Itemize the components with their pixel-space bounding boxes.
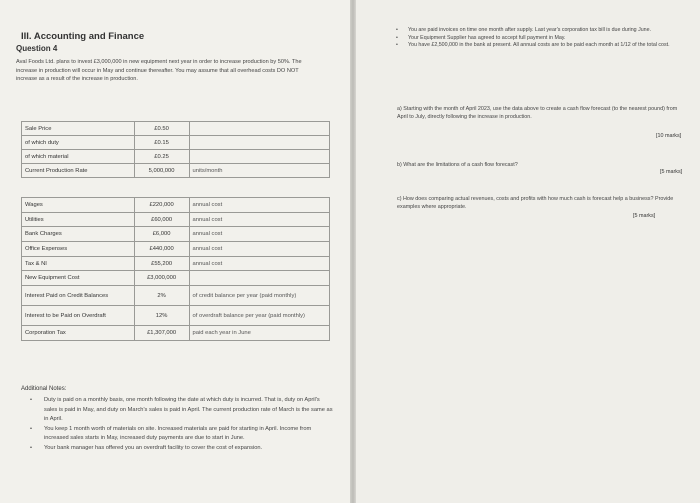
- row-note: annual cost: [189, 256, 329, 271]
- table-row: [22, 164, 330, 178]
- row-value: £220,000: [134, 198, 189, 213]
- table-row: [22, 271, 330, 286]
- row-value: 5,000,000: [134, 164, 189, 178]
- row-label: Sale Price: [22, 122, 135, 136]
- list-item: • You are paid invoices on time one month after supply. Last year's corporation tax bill is due during June.: [396, 27, 686, 35]
- list-item: • You keep 1 month worth of materials on site. Increased materials are paid for starting in April. Income from increased sales starts in May, increased duty payments are due to start in June.: [28, 425, 333, 444]
- right-page: [354, 0, 700, 503]
- question-a-marks: [10 marks]: [656, 133, 682, 139]
- question-intro: Aval Foods Ltd. plans to invest £3,000,000 in new equipment next year in order to increase production by 50%. The increase in production will occur in May and continue thereafter. You may assume that all overhead costs DO NOT increase as a result of the increase in production.: [16, 59, 302, 83]
- question-b-text: What are the limitations of a cash flow forecast?: [403, 162, 518, 168]
- row-label: of which duty: [22, 136, 135, 150]
- row-note: annual cost: [189, 227, 329, 242]
- section-title: III. Accounting and Finance: [21, 31, 145, 42]
- row-value: £0.25: [134, 150, 189, 164]
- list-item: • You have £2,500,000 in the bank at present. All annual costs are to be paid each month at 1/12 of the total cost.: [396, 42, 686, 50]
- row-label: New Equipment Cost: [22, 271, 135, 286]
- row-note: annual cost: [189, 242, 329, 257]
- row-note: annual cost: [189, 212, 329, 227]
- list-item: • Your bank manager has offered you an overdraft facility to cover the cost of expansion.: [28, 444, 333, 454]
- question-a: [397, 106, 687, 122]
- row-note: annual cost: [189, 198, 329, 213]
- row-note: paid each year in June: [189, 326, 329, 341]
- row-value: £0.15: [134, 136, 189, 150]
- row-value: £3,000,000: [134, 271, 189, 286]
- question-a-label: a): [397, 106, 402, 112]
- row-value: 2%: [134, 286, 189, 306]
- row-label: Current Production Rate: [22, 164, 135, 178]
- row-label: Bank Charges: [22, 227, 135, 242]
- table-row: [22, 256, 330, 271]
- row-value: £440,000: [134, 242, 189, 257]
- row-note: units/month: [189, 164, 330, 178]
- question-c: [397, 196, 683, 212]
- row-note: of credit balance per year (paid monthly): [189, 286, 329, 306]
- row-label: Corporation Tax: [22, 326, 135, 341]
- row-value: £0.50: [134, 122, 189, 136]
- table-row: [22, 242, 330, 257]
- question-title: Question 4: [16, 44, 58, 53]
- product-data-table: [21, 121, 330, 178]
- table-row: [22, 150, 330, 164]
- costs-table: [21, 197, 330, 341]
- row-note: [189, 150, 330, 164]
- row-label: Utilities: [22, 212, 135, 227]
- question-b: [397, 162, 687, 170]
- page-gutter: [350, 0, 356, 503]
- row-label: Office Expenses: [22, 242, 135, 257]
- row-label: Interest to be Paid on Overdraft: [22, 306, 135, 326]
- question-c-marks: [5 marks]: [633, 213, 656, 219]
- row-label: Interest Paid on Credit Balances: [22, 286, 135, 306]
- row-note: [189, 122, 330, 136]
- row-note: [189, 136, 330, 150]
- table-row: [22, 326, 330, 341]
- question-c-label: c): [397, 196, 402, 202]
- row-value: £55,200: [134, 256, 189, 271]
- list-item: • Your Equipment Supplier has agreed to accept full payment in May.: [396, 35, 686, 43]
- question-b-marks: [5 marks]: [660, 169, 683, 175]
- row-label: Tax & NI: [22, 256, 135, 271]
- row-value: £6,000: [134, 227, 189, 242]
- question-a-text: Starting with the month of April 2023, use the data above to create a cash flow forecast (to the nearest pound) from April to July, directly following the increase in production.: [397, 106, 678, 120]
- row-note: of overdraft balance per year (paid monthly): [189, 306, 329, 326]
- additional-notes: [28, 396, 333, 454]
- question-b-label: b): [397, 162, 402, 168]
- table-row: [22, 306, 330, 326]
- table-row: [22, 212, 330, 227]
- table-row: [22, 136, 330, 150]
- notes-title: Additional Notes:: [21, 386, 67, 392]
- question-c-text: How does comparing actual revenues, costs and profits with how much cash is forecast help a business? Provide examples where appropriate.: [397, 196, 674, 210]
- table-row: [22, 286, 330, 306]
- table-row: [22, 227, 330, 242]
- row-label: Wages: [22, 198, 135, 213]
- list-item: • Duty is paid on a monthly basis, one month following the date at which duty is incurred. That is, duty on April's sales is paid in May, and duty on March's sales is paid in April. The current production rate of March is the same as in April.: [28, 396, 333, 425]
- row-note: [189, 271, 329, 286]
- row-label: of which material: [22, 150, 135, 164]
- table-row: [22, 198, 330, 213]
- row-value: £60,000: [134, 212, 189, 227]
- assumption-bullets: [396, 27, 686, 50]
- row-value: £1,307,000: [134, 326, 189, 341]
- table-row: [22, 122, 330, 136]
- row-value: 12%: [134, 306, 189, 326]
